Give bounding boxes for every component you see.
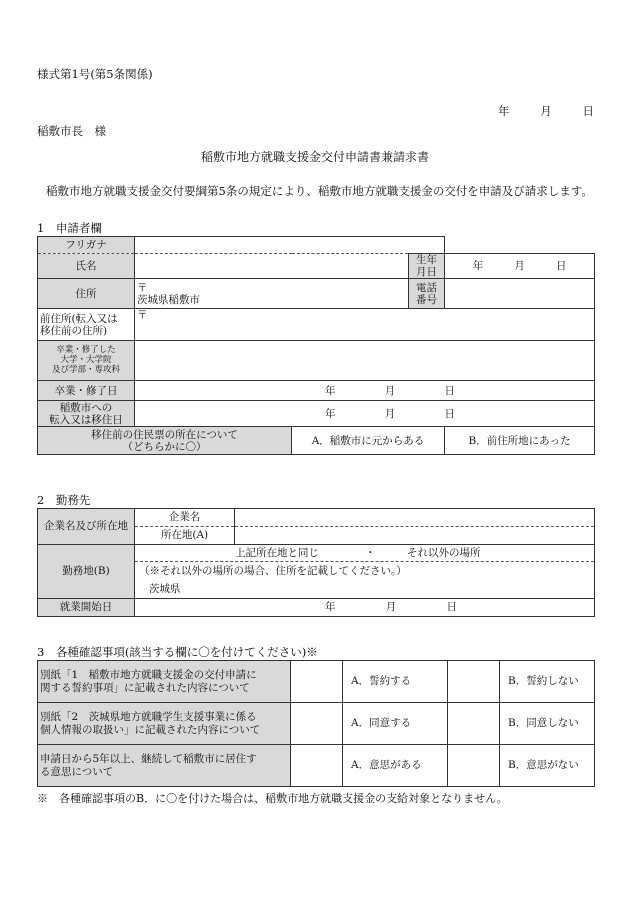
company-group-label: 企業名及び所在地	[38, 509, 135, 545]
confirm-1-label	[38, 661, 291, 703]
confirm-2-b-label: B．同意しない	[500, 703, 595, 745]
birth-label	[409, 254, 445, 279]
document-title: 稲敷市地方就職支援金交付申請書兼請求書	[200, 150, 429, 164]
school-field[interactable]	[135, 341, 595, 381]
birth-month-label: 月	[514, 260, 525, 273]
workplace-pref: 茨城県	[149, 583, 181, 595]
move-date-field[interactable]	[135, 401, 595, 427]
confirm-3-line2: る意思について	[40, 765, 114, 778]
grad-date-field[interactable]	[135, 381, 595, 401]
confirm-3-b-label: B．意思がない	[500, 745, 595, 787]
start-date-label: 就業開始日	[38, 599, 135, 617]
resident-option-a[interactable]: A．稲敷市に元からある	[292, 427, 445, 455]
confirmation-table	[37, 660, 595, 787]
name-label: 氏名	[38, 254, 135, 279]
furigana-field[interactable]	[135, 237, 445, 254]
year-label: 年	[498, 104, 510, 118]
move-month-label: 月	[384, 407, 396, 420]
furigana-label: フリガナ	[38, 237, 135, 254]
confirm-3-a-label: A．意思がある	[343, 745, 448, 787]
workplace-label: 勤務地(B)	[38, 545, 135, 599]
address-value: 茨城県稲敷市	[137, 293, 200, 306]
address-field[interactable]	[135, 279, 409, 309]
resident-line2: （どちらかに〇）	[122, 440, 207, 453]
workplace-table	[37, 508, 595, 617]
confirm-1-line1: 別紙「1 稲敷市地方就職支援金の交付申請に	[40, 669, 257, 682]
option-separator: ・	[365, 547, 376, 559]
confirm-3-line1: 申請日から5年以上、継続して稲敷市に居住す	[40, 753, 257, 766]
confirm-1-line2: 関する誓約事項」に記載された内容について	[40, 681, 250, 694]
addressee: 稲敷市長 様	[37, 124, 106, 138]
birth-day-label: 日	[555, 260, 567, 273]
postal-mark: 〒	[137, 281, 148, 294]
same-as-above-option[interactable]: 上記所在地と同じ	[235, 547, 319, 559]
form-number: 様式第1号(第5条関係)	[37, 67, 153, 81]
company-name-field[interactable]	[235, 509, 595, 527]
confirm-3-label	[38, 745, 291, 787]
confirmation-row-3	[38, 745, 595, 787]
other-place-option[interactable]: それ以外の場所	[407, 547, 481, 559]
confirm-1-a-check[interactable]	[291, 661, 343, 703]
confirm-1-b-label: B．誓約しない	[500, 661, 595, 703]
confirm-2-line2: 個人情報の取扱い」に記載された内容について	[40, 723, 261, 736]
confirm-3-b-check[interactable]	[448, 745, 500, 787]
section1-heading: 1 申請者欄	[37, 221, 102, 235]
name-field[interactable]	[135, 254, 409, 279]
resident-label	[38, 427, 292, 455]
company-location-label: 所在地(A)	[135, 527, 235, 545]
birth-label-line1: 生年	[416, 254, 438, 266]
prev-address-line1: 前住所(転入又は	[40, 312, 118, 325]
applicant-table	[37, 236, 595, 455]
grad-date-label: 卒業・修了日	[38, 381, 135, 401]
company-name-label: 企業名	[135, 509, 235, 527]
confirmation-row-1	[38, 661, 595, 703]
school-label	[38, 341, 135, 381]
confirm-1-a-label: A．誓約する	[343, 661, 448, 703]
move-line2: 転入又は移住日	[49, 413, 123, 426]
prev-postal-mark: 〒	[137, 309, 148, 322]
start-day-label: 日	[446, 601, 457, 614]
other-place-note: （※それ以外の場所の場合、住所を記載してください。）	[139, 565, 407, 577]
confirm-1-b-check[interactable]	[448, 661, 500, 703]
start-month-label: 月	[385, 601, 397, 614]
confirm-2-line1: 別紙「2 茨城県地方就職学生支援事業に係る	[40, 711, 257, 724]
start-date-field[interactable]	[135, 599, 595, 617]
school-line3: 及び学部・専攻科	[51, 364, 120, 375]
phone-label-line1: 電話	[416, 281, 438, 294]
footnote: ※ 各種確認事項のB．に〇を付けた場合は、稲敷市地方就職支援金の支給対象となりません。	[37, 792, 508, 805]
grad-day-label: 日	[444, 384, 455, 397]
move-line1: 稲敷市への	[59, 401, 113, 414]
phone-label	[409, 279, 445, 309]
resident-line1: 移住前の住民票の所在について	[91, 428, 238, 441]
grad-year-label: 年	[325, 384, 336, 397]
grad-month-label: 月	[384, 384, 396, 397]
address-label: 住所	[38, 279, 135, 309]
company-location-field[interactable]	[235, 527, 595, 545]
prev-address-line2: 移住前の住所)	[40, 324, 108, 337]
confirm-2-label	[38, 703, 291, 745]
phone-field[interactable]	[445, 279, 595, 309]
move-day-label: 日	[444, 407, 455, 420]
phone-label-line2: 番号	[416, 293, 438, 306]
month-label: 月	[540, 104, 552, 118]
confirm-2-a-label: A．同意する	[343, 703, 448, 745]
birth-date-field[interactable]	[445, 254, 595, 279]
day-label: 日	[582, 104, 594, 118]
school-line1: 卒業・修了した	[56, 344, 116, 355]
birth-label-line2: 月日	[416, 266, 438, 279]
confirm-3-a-check[interactable]	[291, 745, 343, 787]
confirm-2-b-check[interactable]	[448, 703, 500, 745]
section3-heading: 3 各種確認事項(該当する欄に〇を付けてください)※	[37, 645, 318, 659]
start-year-label: 年	[325, 601, 336, 614]
prev-address-field[interactable]	[135, 309, 595, 341]
confirmation-row-2	[38, 703, 595, 745]
intro-text: 稲敷市地方就職支援金交付要綱第5条の規定により、稲敷市地方就職支援金の交付を申請及び請求します。	[46, 184, 593, 198]
birth-year-label: 年	[472, 260, 484, 273]
date-line	[498, 103, 594, 119]
workplace-field[interactable]	[135, 545, 595, 599]
school-line2: 大学・大学院	[60, 354, 112, 365]
resident-option-b[interactable]: B．前住所地にあった	[445, 427, 595, 455]
confirm-2-a-check[interactable]	[291, 703, 343, 745]
section2-heading: 2 勤務先	[37, 493, 91, 507]
move-year-label: 年	[325, 407, 336, 420]
move-date-label	[38, 401, 135, 427]
prev-address-label	[38, 309, 135, 341]
